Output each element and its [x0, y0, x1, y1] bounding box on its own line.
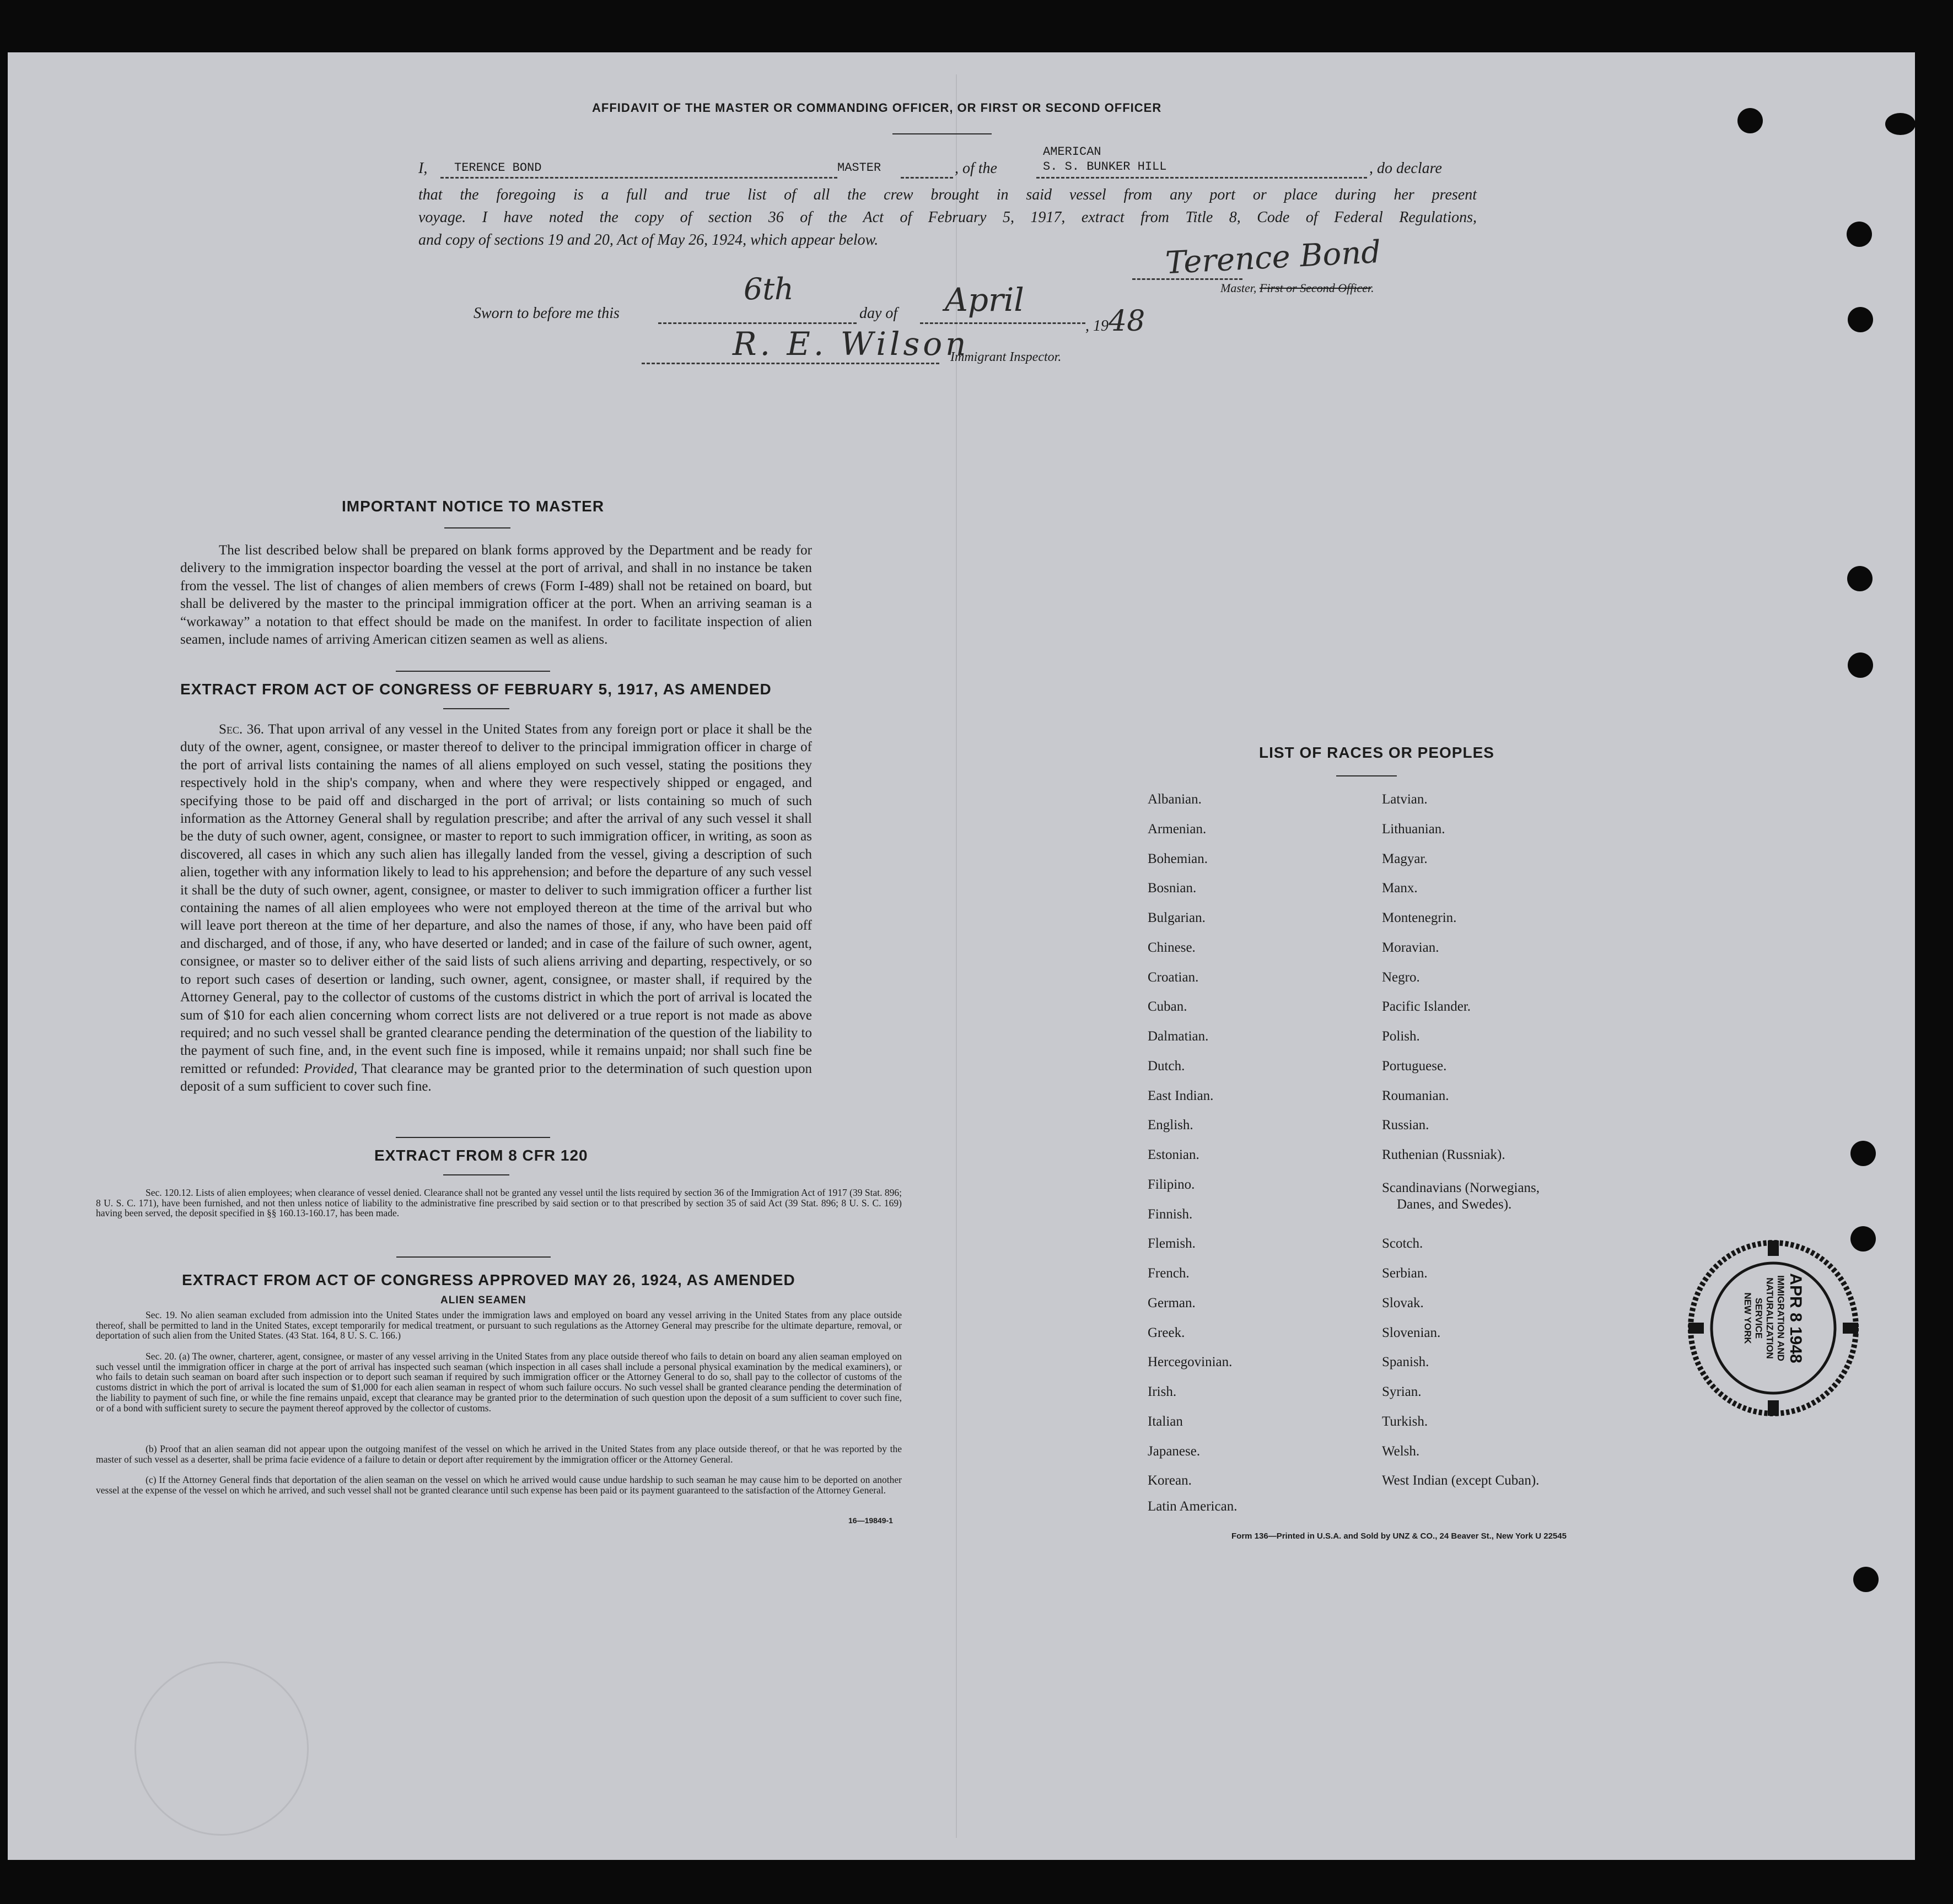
cfr-title: EXTRACT FROM 8 CFR 120 — [374, 1147, 588, 1164]
race-item: Korean. — [1148, 1473, 1192, 1488]
race-item: East Indian. — [1148, 1088, 1214, 1103]
race-item: Flemish. — [1148, 1236, 1196, 1251]
inspector-label: Immigrant Inspector. — [950, 350, 1062, 364]
race-item: West Indian (except Cuban). — [1382, 1473, 1540, 1488]
form-number: 16—19849-1 — [848, 1516, 893, 1525]
race-item: Dalmatian. — [1148, 1029, 1209, 1044]
race-item: Bulgarian. — [1148, 910, 1206, 925]
race-item: German. — [1148, 1296, 1196, 1310]
race-item: Estonian. — [1148, 1147, 1199, 1162]
race-item: Ruthenian (Russniak). — [1382, 1147, 1505, 1162]
race-item: English. — [1148, 1118, 1193, 1132]
inspector-signature: R. E. Wilson — [733, 325, 970, 363]
race-item: Bohemian. — [1148, 851, 1208, 866]
race-item: Slovenian. — [1382, 1325, 1441, 1340]
race-item: Negro. — [1382, 970, 1420, 985]
extract-1924-title: EXTRACT FROM ACT OF CONGRESS APPROVED MAY 26, 1924, AS AMENDED — [182, 1271, 795, 1288]
day-of-label: day of — [859, 305, 898, 322]
race-item: Chinese. — [1148, 940, 1196, 955]
punch-hole — [1848, 307, 1873, 332]
i-label: I, — [418, 160, 428, 177]
divider — [444, 527, 510, 528]
race-item: Japanese. — [1148, 1444, 1201, 1459]
immigration-stamp — [1685, 1237, 1861, 1419]
race-item: Slovak. — [1382, 1296, 1424, 1310]
declaration-text: that the foregoing is a full and true list of all the crew brought in said vessel from any port or place during her present voyage. I have noted the copy of section 36 of the Act of February 5, 1917, extract from Title 8, Code of Federal Regulations, and copy of sections 19 and 20, Act of May 26, 1924, which appear below. — [418, 186, 1477, 249]
manifest-page — [8, 52, 1915, 1860]
race-item: Roumanian. — [1382, 1088, 1449, 1103]
notice-text: The list described below shall be prepared on blank forms approved by the Department and be ready for delivery to the immigration inspector boarding the vessel at the port of arrival, and shall in no instance be taken from the vessel. The list of changes of alien members of crews (Form I-489) shall not be retained on board, but shall be delivered by the master to the principal immigration officer at the port. When an arriving seaman is a “workaway” a notation to that effect should be made on the manifest. In order to facilitate inspection of alien seamen, include names of arriving American citizen seamen as well as aliens. — [180, 543, 812, 648]
race-item: Irish. — [1148, 1384, 1177, 1399]
race-item: Latin American. — [1148, 1499, 1238, 1514]
race-item: Polish. — [1382, 1029, 1420, 1044]
race-item: Hercegovinian. — [1148, 1355, 1233, 1369]
divider — [443, 708, 509, 709]
punch-hole — [1853, 1567, 1879, 1592]
race-item: Greek. — [1148, 1325, 1185, 1340]
section-20a-text: Sec. 20. (a) The owner, charterer, agent, consignee, or master of any vessel arriving in the United States from any place outside thereof who fails to detain on board any alien seaman employed on such vessel until the immigration officer in charge at the port of arrival has inspected such seaman (which inspection in all cases shall include a personal physical examination by the medical examiners), or who fails to detain such seaman on board after such inspection or to deport such seaman if required by such immigration officer or the Attorney General to do so, shall pay to the collector of customs of the customs district in which the port of arrival is located the sum of $1,000 for each alien seaman in respect of whom such failure occurs. No such vessel shall be granted clearance pending the determination of the liability to payment of such fine, or while the fine remains unpaid, except that clearance may be granted prior to the determination of such question upon the deposit of a sum sufficient to cover such fine, or of a bond with sufficient surety to secure the payment thereof approved by the collector of customs. — [96, 1351, 902, 1414]
section-19-text: Sec. 19. No alien seaman excluded from admission into the United States under the immigration laws and employed on board any vessel arriving in the United States from any place outside thereof, shall be permitted to land in the United States, except temporarily for medical treatment, or pursuant to such regulations as the Attorney General may prescribe for the ultimate departure, removal, or deportation of such alien from the United States. (43 Stat. 164, 8 U. S. C. 166.) — [96, 1309, 902, 1341]
race-item: Russian. — [1382, 1118, 1429, 1132]
rank-value: MASTER — [837, 161, 881, 175]
extract-1917-text: Sec. 36. That upon arrival of any vessel in the United States from any foreign port or place it shall be the duty of the owner, agent, consignee, or master thereof to deliver to the principal immigration officer in charge of the port of arrival lists containing the names of all aliens employed on such vessel, stating the positions they respectively hold in the ship's company, when and where they were respectively shipped or engaged, and specifying those to be paid off and discharged in the port of arrival; or lists containing so much of such information as the Attorney General shall by regulation prescribe; and after the arrival of any such vessel it shall be the duty of such owner, agent, consignee, or master to report to such immigration officer, in writing, as soon as discovered, all cases in which any such alien has illegally landed from the vessel, giving a description of such alien, together with any information likely to lead to his apprehension; and before the departure of any such vessel it shall be the duty of such owner, agent, consignee, or master to deliver to such immigration officer a further list containing the names of all alien employees who were not employed thereon at the time of the arrival but who will leave port thereon at the time of her departure, and also the names of those, if any, who have been paid off and discharged, and of those, if any, who have deserted or landed; and in case of the failure of such owner, agent, consignee, or master so to deliver either of the said lists of such aliens arriving and departing, respectively, or so to report such cases of desertion or landing, such owner, agent, consignee, or master shall, if required by the Attorney General, pay to the collector of customs of the customs district in which the port of arrival is located the sum of $10 for each alien concerning whom correct lists are not delivered or a true report is not made as above required; and no such vessel shall be granted clearance pending the determination of the question of the liability to the payment of such fine, and, in the event such fine is imposed, while it remains unpaid; nor shall such fine be remitted or refunded: Provided, That clearance may be granted prior to the determination of such question upon deposit of a sum sufficient to cover such fine. — [180, 722, 812, 1094]
of-the-label: , of the — [955, 160, 997, 177]
day-value: 6th — [744, 272, 794, 306]
race-item: Serbian. — [1382, 1266, 1428, 1281]
race-item: Scandinavians (Norwegians, — [1382, 1180, 1540, 1195]
embossed-seal — [134, 1662, 309, 1836]
punch-hole — [1848, 652, 1873, 678]
race-item: Bosnian. — [1148, 881, 1197, 896]
divider — [396, 1256, 551, 1258]
divider — [1336, 775, 1397, 776]
race-item: Turkish. — [1382, 1414, 1428, 1429]
nationality-value: AMERICAN — [1043, 145, 1101, 159]
do-declare-label: , do declare — [1369, 160, 1442, 177]
notice-title: IMPORTANT NOTICE TO MASTER — [342, 498, 605, 515]
master-signature: Terence Bond — [1164, 234, 1382, 282]
races-title: LIST OF RACES OR PEOPLES — [1259, 744, 1494, 761]
divider — [443, 1174, 509, 1175]
name-line — [440, 177, 837, 179]
race-item: Montenegrin. — [1382, 910, 1457, 925]
section-20b-text: (b) Proof that an alien seaman did not appear upon the outgoing manifest of the vessel on which he arrived in the United States from any place outside thereof, or that he was reported by the master of such vessel as a deserter, shall be prima facie evidence of a failure to detain or deport after requirement by the immigration officer or the Attorney General. — [96, 1443, 902, 1465]
section-20c-text: (c) If the Attorney General finds that deportation of the alien seaman on the vessel on which he arrived would cause undue hardship to such seaman he may cause him to be deported on another vessel at the expense of the vessel on which he arrived, and such vessel shall not be granted clearance until such expense has been paid or its payment guaranteed to the satisfaction of the Attorney General. — [96, 1474, 902, 1496]
punch-hole — [1850, 1141, 1876, 1166]
year-label: , 1948 — [1085, 305, 1145, 338]
race-item: Dutch. — [1148, 1059, 1185, 1074]
cfr-text: Sec. 120.12. Lists of alien employees; when clearance of vessel denied. Clearance shall not be granted any vessel until the lists required by section 36 of the Immigration Act of 1917 (39 Stat. 896; 8 U. S. C. 171), have been furnished, and not then unless notice of liability to the administrative fine prescribed by said section or to that prescribed by section 35 of said Act (39 Stat. 896; 8 U. S. C. 169) having been served, the deposit specified in §§ 160.13-160.17, has been made. — [96, 1187, 902, 1219]
race-item: Scotch. — [1382, 1236, 1423, 1251]
month-line — [920, 322, 1085, 324]
race-item: Syrian. — [1382, 1384, 1422, 1399]
race-item: Armenian. — [1148, 822, 1207, 837]
race-item: Portuguese. — [1382, 1059, 1447, 1074]
race-item: Pacific Islander. — [1382, 999, 1471, 1014]
printer-imprint: Form 136—Printed in U.S.A. and Sold by UNZ & CO., 24 Beaver St., New York U 22545 — [1231, 1531, 1567, 1541]
race-item: Croatian. — [1148, 970, 1199, 985]
rank-line — [901, 177, 953, 179]
punch-hole — [1737, 108, 1763, 133]
extract-1924-subtitle: ALIEN SEAMEN — [440, 1294, 526, 1306]
vessel-value: S. S. BUNKER HILL — [1043, 160, 1167, 174]
race-item: Filipino. — [1148, 1177, 1195, 1192]
stamp-text: APR 8 1948 IMMIGRATION AND NATURALIZATION SERVICE NEW YORK — [1742, 1273, 1805, 1363]
race-item: Spanish. — [1382, 1355, 1429, 1369]
master-name-value: TERENCE BOND — [454, 161, 542, 175]
affidavit-title: AFFIDAVIT OF THE MASTER OR COMMANDING OFFICER, OR FIRST OR SECOND OFFICER — [592, 101, 1162, 115]
race-item: Danes, and Swedes). — [1397, 1197, 1512, 1212]
punch-hole — [1847, 222, 1872, 247]
race-item: French. — [1148, 1266, 1190, 1281]
divider — [396, 671, 550, 672]
race-item: Italian — [1148, 1414, 1183, 1429]
race-item: Cuban. — [1148, 999, 1187, 1014]
divider — [892, 133, 992, 134]
punch-hole — [1847, 566, 1873, 591]
month-value: April — [945, 281, 1024, 319]
signature-line — [1132, 278, 1242, 280]
inspector-line — [642, 363, 939, 364]
day-line — [658, 322, 857, 324]
race-item: Magyar. — [1382, 851, 1428, 866]
vessel-line — [1036, 177, 1367, 179]
race-item: Lithuanian. — [1382, 822, 1445, 837]
race-item: Moravian. — [1382, 940, 1439, 955]
punch-hole — [1885, 113, 1916, 135]
punch-hole — [1850, 1226, 1876, 1252]
race-item: Welsh. — [1382, 1444, 1420, 1459]
race-item: Latvian. — [1382, 792, 1428, 807]
extract-1917-title: EXTRACT FROM ACT OF CONGRESS OF FEBRUARY 5, 1917, AS AMENDED — [180, 681, 772, 698]
race-item: Albanian. — [1148, 792, 1202, 807]
divider — [396, 1137, 550, 1138]
sworn-label: Sworn to before me this — [474, 305, 620, 322]
master-title-label: Master, First or Second Officer. — [1220, 281, 1374, 295]
race-item: Manx. — [1382, 881, 1418, 896]
race-item: Finnish. — [1148, 1207, 1193, 1222]
